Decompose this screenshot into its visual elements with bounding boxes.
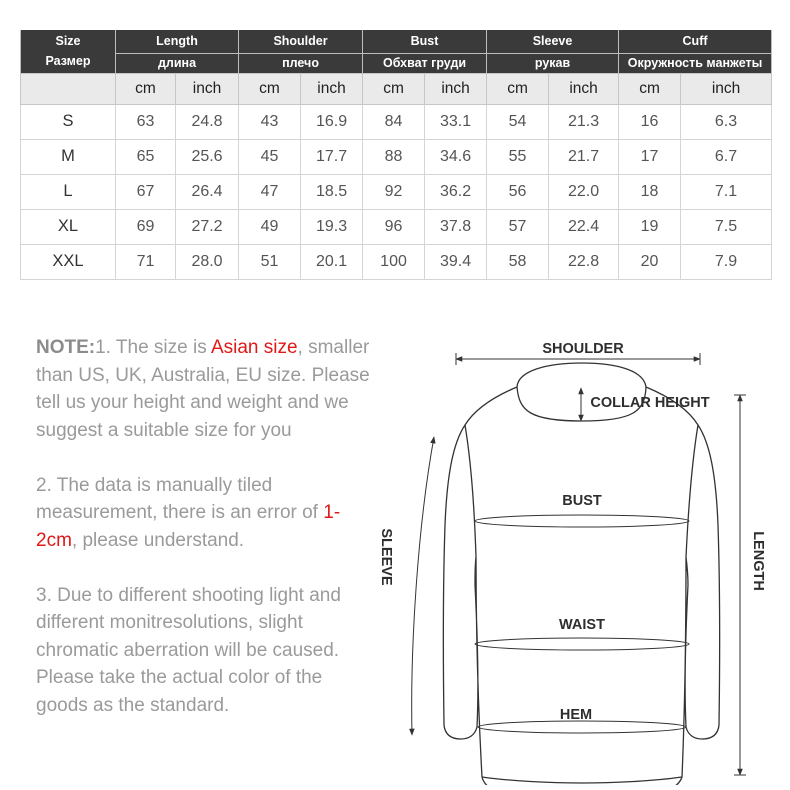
bust-label: BUST [562,493,602,509]
sleeve-label: SLEEVE [378,528,394,586]
note-1 [36,334,371,444]
value-cell: 63 [116,104,176,139]
value-cell: 58 [487,244,549,279]
size-notes [36,334,371,747]
sleeve-header-ru: рукав [487,53,619,73]
size-column-header [21,30,116,73]
value-cell: 17 [619,139,681,174]
size-header-ru: Размер [45,54,91,69]
value-cell: 43 [239,104,301,139]
cuff-header: Cuff [619,30,772,53]
sweater-measurement-diagram [370,325,790,785]
table-row [21,244,772,279]
value-cell: 6.7 [681,139,772,174]
value-cell: 16.9 [301,104,363,139]
size-cell: M [21,139,116,174]
value-cell: 51 [239,244,301,279]
value-cell: 20 [619,244,681,279]
value-cell: 84 [363,104,425,139]
sleeve-header: Sleeve [487,30,619,53]
value-cell: 24.8 [176,104,239,139]
note-1-text-b: , smaller than US, UK, Australia, EU size. Please tell us your height and weight and we suggest a suitable size for you [36,337,370,441]
value-cell: 19.3 [301,209,363,244]
length-header: Length [116,30,239,53]
value-cell: 26.4 [176,174,239,209]
note-label: NOTE: [36,337,96,358]
value-cell: 28.0 [176,244,239,279]
shoulder-header: Shoulder [239,30,363,53]
unit-cm: cm [239,73,301,104]
value-cell: 54 [487,104,549,139]
length-label: LENGTH [750,531,766,591]
table-row [21,139,772,174]
value-cell: 20.1 [301,244,363,279]
value-cell: 55 [487,139,549,174]
size-cell: S [21,104,116,139]
size-header-en: Size [55,34,81,49]
unit-inch: inch [549,73,619,104]
collar-height-label: COLLAR HEIGHT [590,395,710,411]
value-cell: 6.3 [681,104,772,139]
unit-row [21,73,772,104]
unit-inch: inch [301,73,363,104]
value-cell: 39.4 [425,244,487,279]
value-cell: 34.6 [425,139,487,174]
value-cell: 88 [363,139,425,174]
waist-label: WAIST [559,617,605,633]
value-cell: 92 [363,174,425,209]
value-cell: 49 [239,209,301,244]
table-row [21,209,772,244]
value-cell: 18 [619,174,681,209]
table-row [21,174,772,209]
shoulder-header-ru: плечо [239,53,363,73]
size-chart-table [20,30,772,280]
value-cell: 7.1 [681,174,772,209]
value-cell: 37.8 [425,209,487,244]
length-header-ru: длина [116,53,239,73]
value-cell: 22.0 [549,174,619,209]
value-cell: 27.2 [176,209,239,244]
value-cell: 16 [619,104,681,139]
value-cell: 17.7 [301,139,363,174]
value-cell: 7.9 [681,244,772,279]
value-cell: 100 [363,244,425,279]
value-cell: 56 [487,174,549,209]
value-cell: 67 [116,174,176,209]
value-cell: 22.8 [549,244,619,279]
cuff-header-ru: Окружность манжеты [619,53,772,73]
value-cell: 25.6 [176,139,239,174]
value-cell: 19 [619,209,681,244]
value-cell: 21.3 [549,104,619,139]
value-cell: 57 [487,209,549,244]
size-cell: L [21,174,116,209]
value-cell: 69 [116,209,176,244]
hem-label: HEM [559,707,593,723]
value-cell: 36.2 [425,174,487,209]
unit-inch: inch [681,73,772,104]
value-cell: 22.4 [549,209,619,244]
value-cell: 21.7 [549,139,619,174]
bust-header-ru: Обхват груди [363,53,487,73]
unit-cm: cm [487,73,549,104]
size-cell: XXL [21,244,116,279]
value-cell: 96 [363,209,425,244]
table-row [21,104,772,139]
value-cell: 33.1 [425,104,487,139]
bust-header: Bust [363,30,487,53]
note-2 [36,472,371,555]
asian-size-highlight: Asian size [210,337,298,358]
error-range-highlight: 1-2cm [36,502,341,551]
value-cell: 18.5 [301,174,363,209]
unit-cm: cm [363,73,425,104]
unit-inch: inch [176,73,239,104]
shoulder-label: SHOULDER [542,341,624,357]
unit-cm: cm [116,73,176,104]
value-cell: 7.5 [681,209,772,244]
note-2-text-b: , please understand. [71,529,245,551]
note-2-text-a: 2. The data is manually tiled measurement, there is an error of [36,474,324,523]
value-cell: 45 [239,139,301,174]
unit-inch: inch [425,73,487,104]
value-cell: 47 [239,174,301,209]
note-1-text-a: 1. The size is [95,337,211,358]
unit-blank-cell [21,73,116,104]
value-cell: 65 [116,139,176,174]
unit-cm: cm [619,73,681,104]
note-3: 3. Due to different shooting light and different monitresolutions, slight chromatic aberration will be caused. Please take the actual color of the goods as the standard. [36,584,341,716]
size-cell: XL [21,209,116,244]
value-cell: 71 [116,244,176,279]
